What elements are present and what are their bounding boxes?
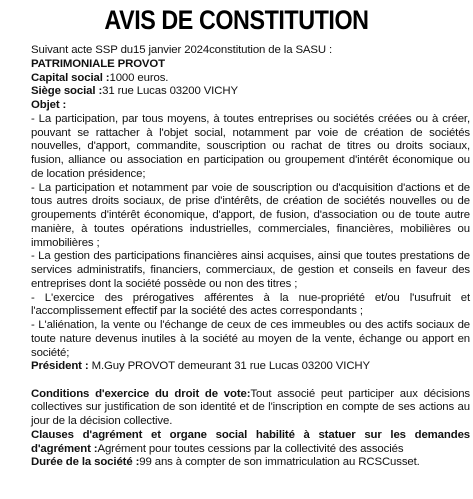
approval-value: Agrément pour toutes cessions par la collectivité des associés bbox=[97, 442, 404, 455]
approval-paragraph bbox=[3, 429, 470, 457]
notice-body bbox=[3, 44, 470, 470]
duration-label: Durée de la société : bbox=[31, 456, 140, 469]
notice-title: AVIS DE CONSTITUTION bbox=[104, 5, 369, 35]
capital-value: 1000 euros. bbox=[109, 71, 169, 84]
voting-paragraph bbox=[3, 388, 470, 429]
capital-line bbox=[3, 72, 470, 86]
spacer bbox=[3, 374, 470, 388]
duration-value: 99 ans à compter de son immatriculation au RCSCusset. bbox=[139, 456, 420, 469]
object-paragraph: - L'aliénation, la vente ou l'échange de ceux de ces immeubles ou des actifs sociaux de toute nature devenus inutiles à la société au moyen de la vente, échange ou apport en société; bbox=[31, 319, 470, 359]
intro-line: Suivant acte SSP du15 janvier 2024constitution de la SASU : bbox=[31, 44, 333, 56]
object-label: Objet : bbox=[31, 99, 67, 111]
seat-label: Siège social : bbox=[31, 85, 103, 98]
president-line bbox=[3, 360, 470, 374]
president-label: Président : bbox=[31, 360, 89, 373]
capital-label: Capital social : bbox=[31, 71, 110, 84]
duration-paragraph bbox=[3, 456, 470, 470]
voting-label: Conditions d'exercice du droit de vote: bbox=[31, 387, 251, 400]
seat-line bbox=[3, 85, 470, 99]
object-paragraph: - La participation et notamment par voie de souscription ou d'acquisition d'actions et de tous autres droits sociaux, de prise d'intérêts, de création de sociétés nouvelles ou de groupements d'intérêt économique, d'apport, de fusion, d'association ou de toute autre manière, à toutes opérations industrielles, commerciales, financières, mobilières ou immobilières ; bbox=[31, 181, 470, 249]
company-name: PATRIMONIALE PROVOT bbox=[31, 57, 165, 70]
voting-value: Tout associé peut participer aux décisions collectives sur justification de son identité et de l'inscription en compte de ses actions au jour de la décision collective. bbox=[31, 387, 470, 427]
approval-label: Clauses d'agrément et organe social habilité à statuer sur les demandes d'agrément : bbox=[31, 428, 470, 455]
seat-value: 31 rue Lucas 03200 VICHY bbox=[102, 85, 238, 98]
object-paragraph: - La participation, par tous moyens, à toutes entreprises ou sociétés créées ou à créer, pouvant se rattacher à l'objet social, notamment par voie de création de sociétés nouvelles, d'apport, commandite, souscription ou rachat de titres ou droits sociaux, fusion, alliance ou association en participation ou groupement d'intérêt économique ou de location présidence; bbox=[31, 112, 470, 180]
object-paragraph: - La gestion des participations financières ainsi acquises, ainsi que toutes prestations de services administratifs, financiers, commerciaux, de gestion et conseils en faveur des entreprises dont la société possède ou non des titres ; bbox=[31, 250, 470, 290]
president-value: M.Guy PROVOT demeurant 31 rue Lucas 03200 VICHY bbox=[88, 360, 371, 373]
object-paragraph: - L'exercice des prérogatives afférentes à la nue-propriété et/ou l'usufruit et l'accomplissement effectif par la société des actes correspondants ; bbox=[31, 291, 470, 318]
